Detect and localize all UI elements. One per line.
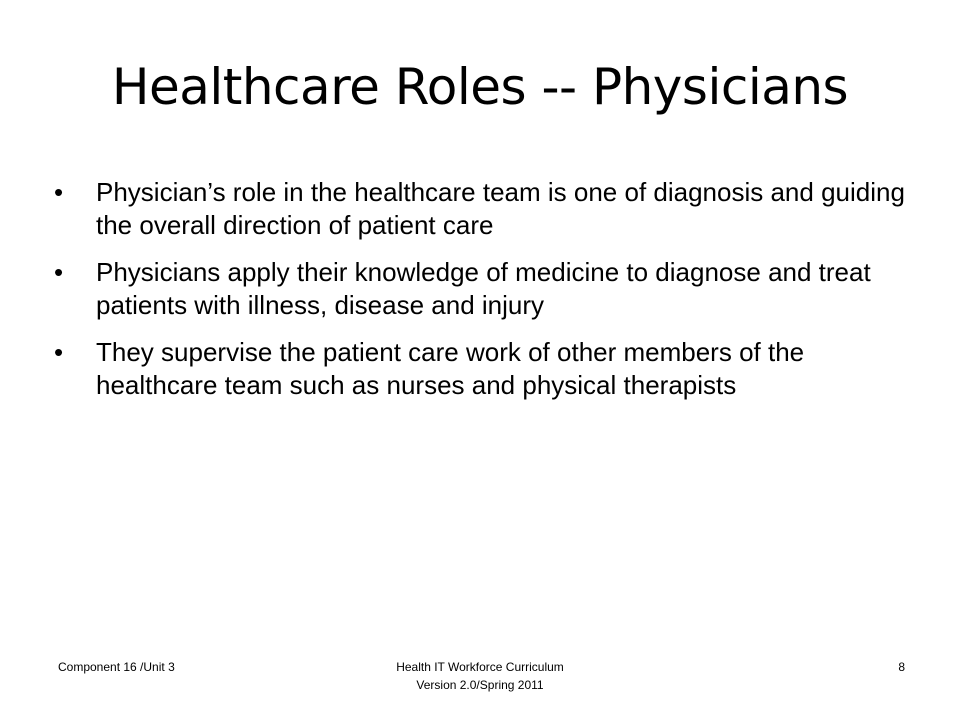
footer-course-unit: Component 16 /Unit 3: [58, 660, 175, 674]
bullet-icon: •: [54, 257, 64, 287]
bullet-icon: •: [54, 177, 64, 207]
bullet-item: [54, 176, 914, 242]
footer-version: Version 2.0/Spring 2011: [416, 678, 544, 692]
bullet-text: They supervise the patient care work of other members of the healthcare team such as nurses and physical therapists: [96, 337, 805, 400]
page-number: 8: [898, 660, 905, 674]
bullet-text: Physicians apply their knowledge of medicine to diagnose and treat patients with illness, disease and injury: [96, 257, 871, 320]
bullet-list: [54, 176, 914, 416]
slide-title: Healthcare Roles -- Physicians: [111, 58, 849, 116]
bullet-item: [54, 336, 914, 402]
bullet-item: [54, 256, 914, 322]
bullet-icon: •: [54, 337, 64, 367]
bullet-text: Physician’s role in the healthcare team is one of diagnosis and guiding the overall direction of patient care: [96, 177, 905, 240]
footer-curriculum-title: Health IT Workforce Curriculum: [396, 660, 564, 674]
footer-curriculum: [320, 658, 640, 694]
